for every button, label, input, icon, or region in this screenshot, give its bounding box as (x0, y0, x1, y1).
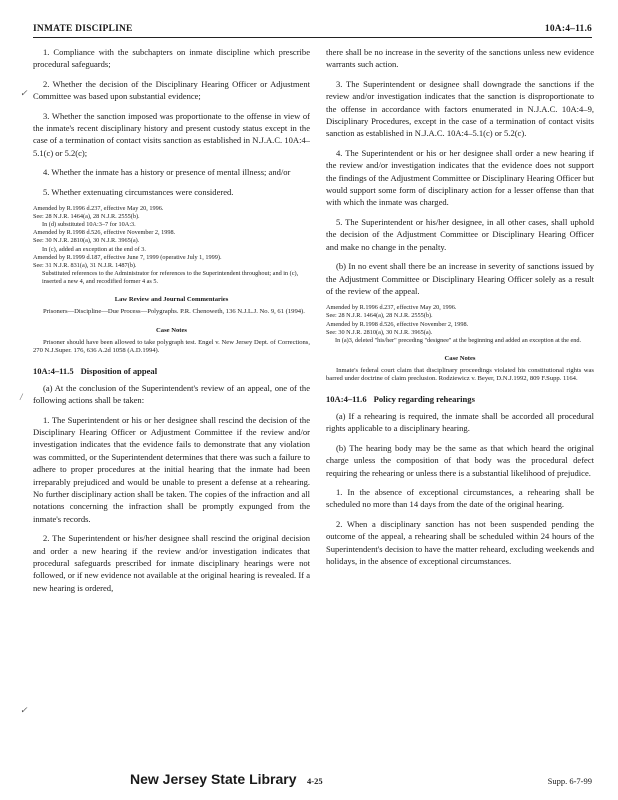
list-item: 1. Compliance with the subchapters on inmate discipline which prescribe procedural safeguards; (33, 47, 310, 70)
history-line: Amended by R.1998 d.526, effective November 2, 1998. (326, 320, 469, 328)
section-paragraph: (b) The hearing body may be the same as that which heard the original charge unless the composition of that body was the procedural defect requiring the rehearing or unless there is a substantial likelihood of prejudice. (326, 442, 594, 478)
section-paragraph: (a) At the conclusion of the Superintendent's review of an appeal, one of the following actions shall be taken: (33, 382, 310, 406)
running-header-section: 10A:4–11.6 (544, 24, 592, 34)
supplement-date: Supp. 6-7-99 (547, 776, 592, 786)
list-item: 3. Whether the sanction imposed was proportionate to the offense in view of the inmate's recent disciplinary history and present custody status except in the case of a termination of contact visits sanction as established in N.J.A.C. 10A:4–5.1(c) or 5.2(c); (33, 110, 310, 158)
case-notes-heading: Case Notes (156, 326, 187, 334)
history-line: Amended by R.1998 d.526, effective November 2, 1998. (33, 229, 176, 237)
section-paragraph: 2. When a disciplinary sanction has not been suspended pending the outcome of the appeal, a rehearing shall be scheduled within 24 hours of the Superintendent's decision to have the matter reheard, excluding weekends and holidays, in the absence of exceptional circumstances. (326, 518, 594, 567)
history-line: Amended by R.1996 d.237, effective May 20, 1996. (326, 304, 457, 312)
section-number: 10A:4–11.5 (33, 365, 74, 376)
page-number: 4-25 (307, 776, 323, 786)
history-line: In (c), added an exception at the end of 3. (42, 245, 146, 253)
section-title: Disposition of appeal (80, 365, 158, 376)
section-heading (33, 366, 310, 376)
list-item: 4. Whether the inmate has a history or presence of mental illness; and/or (43, 167, 291, 178)
history-line: See: 28 N.J.R. 1464(a), 28 N.J.R. 2555(b). (326, 312, 433, 320)
subsection-paragraph: (b) In no event shall there be an increase in severity of sanctions issued by the Adjustment Committee or Disciplinary Hearing Officer solely as a result of the review of the appeal. (326, 261, 594, 296)
history-line: Substituted references to the Administrator for references to the Superintendent throughout; and in (c), inserted a new 4, and recodified former 4 as 5. (42, 269, 299, 285)
section-paragraph: 1. The Superintendent or his or her designee shall rescind the decision of the Disciplinary Hearing Officer or Adjustment Committee if the review and/or investigation indicates that the evidence fails to demonstrate that any violation was committed, or the Superintendent determines that there was such a failure to adhere to proper procedures at the initial hearing that the inmate had been irreparably prejudiced and would be unable to present a defense at a rehearing. No further disciplinary action shall be taken. The copies of the infraction and all notations concerning the infraction shall be promptly expunged from the inmate's records. (33, 414, 310, 524)
case-notes-heading: Case Notes (444, 354, 476, 362)
list-item: 3. The Superintendent or designee shall downgrade the sanctions if the review and/or investigation indicates that the sanction is disproportionate to the offense in accordance with factors enumerated in N.J.A.C. 10A:4–9, Disciplinary Procedures, except in the case of a termination of contact visits sanction as established in N.J.A.C. 10A:4–5.1(c) or 5.2(c). (326, 78, 594, 139)
margin-check-mark: / (20, 392, 23, 402)
right-column (326, 46, 594, 746)
history-line: See: 30 N.J.R. 2810(a), 30 N.J.R. 3965(a). (33, 237, 140, 245)
continued-paragraph: there shall be no increase in the severity of the sanctions unless new evidence warrants such action. (326, 47, 594, 70)
history-line: In (d) substituted 10A:3–7 for 10A:3. (42, 221, 136, 229)
section-number: 10A:4–11.6 (326, 393, 367, 404)
history-line: See: 30 N.J.R. 2810(a), 30 N.J.R. 3965(a). (326, 328, 433, 336)
list-item: 5. The Superintendent or his/her designee, in all other cases, shall uphold the decision of the Adjustment Committee or Disciplinary Hearing Officer and make no change in the penalty. (326, 216, 594, 252)
history-line: See: 28 N.J.R. 1464(a), 28 N.J.R. 2555(b). (33, 213, 140, 221)
case-notes-text: Inmate's federal court claim that disciplinary proceedings violated his constitutional rights was barred under doctrine of claim preclusion. Rodziewicz v. Beyer, D.N.J.1992, 809 F.Supp. 1164. (326, 366, 594, 383)
section-heading (326, 394, 594, 404)
section-paragraph: (a) If a rehearing is required, the inmate shall be accorded all procedural rights applicable to a disciplinary hearing. (326, 410, 594, 434)
amendment-history (326, 304, 594, 344)
margin-check-mark: ✓ (20, 705, 28, 715)
list-item: 2. Whether the decision of the Disciplinary Hearing Officer or Adjustment Committee was based upon substantial evidence; (33, 78, 310, 102)
running-header-title: INMATE DISCIPLINE (33, 24, 133, 34)
law-review-text: Prisoners—Discipline—Due Process—Polygraphs. P.R. Chenoweth, 136 N.J.L.J. No. 9, 61 (1994). (43, 308, 305, 315)
history-line: Amended by R.1996 d.237, effective May 20, 1996. (33, 205, 164, 213)
section-paragraph: 1. In the absence of exceptional circumstances, a rehearing shall be scheduled no more than 14 days from the date of the original hearing. (326, 487, 594, 510)
case-notes-text: Prisoner should have been allowed to take polygraph test. Engel v. New Jersey Dept. of Corrections, 270 N.J.Super. 176, 636 A.2d 1058 (A.D.1994). (33, 338, 310, 355)
amendment-history (33, 205, 310, 286)
section-title: Policy regarding rehearings (373, 393, 475, 404)
history-line: See: 31 N.J.R. 831(a), 31 N.J.R. 1487(b). (33, 261, 137, 269)
margin-check-mark: ✓ (20, 88, 28, 98)
law-review-heading: Law Review and Journal Commentaries (114, 296, 229, 303)
list-item: 5. Whether extenuating circumstances were considered. (43, 186, 234, 197)
left-column (33, 46, 310, 746)
list-item: 4. The Superintendent or his or her designee shall order a new hearing if the review and/or investigation indicates that the evidence does not support the findings of the Adjustment Committee or Disciplinary Hearing Officer but would support some form of disciplinary action for a lesser offense than that with which the inmate was charged. (326, 147, 594, 208)
header-rule (33, 37, 592, 38)
history-line: In (a)3, deleted "his/her" preceding "designee" at the beginning and added an exception at the end. (335, 336, 582, 344)
history-line: Amended by R.1999 d.187, effective June 7, 1999 (operative July 1, 1999). (33, 253, 222, 261)
section-paragraph: 2. The Superintendent or his/her designee shall rescind the original decision and order a new hearing if the review and/or investigation indicates that procedural safeguards prescribed for inmate disciplinary hearings were not followed, or if new evidence not available at the original hearing is revealed. If a new hearing is ordered, (33, 533, 310, 593)
library-stamp: New Jersey State Library (130, 771, 297, 787)
